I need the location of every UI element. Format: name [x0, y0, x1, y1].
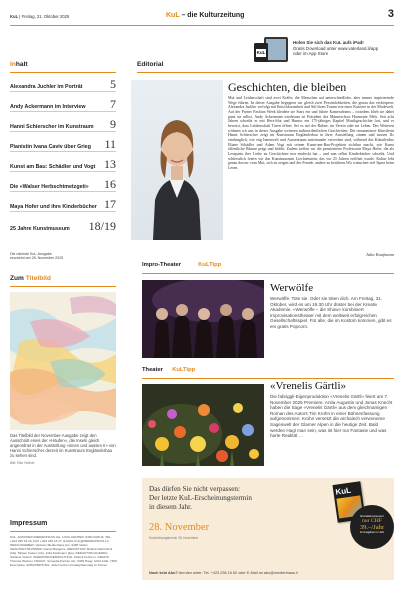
toc-item[interactable]: Hanni Schierscher im Kunstraum 9 — [10, 117, 116, 131]
ad-magazine-logo: KuL — [334, 485, 352, 497]
theater-body: Die fabriggli-Eigenproduktion «Vrenelis Gärtli» feiert am 7. November 2025 Premiere. Anita Augustin und Jonas Knecht haben die Sage «Vrenelis Gärtli» aus dem gleichnamigen Roman des Autors Tim Krohn in einer Bühnenfassung aufgenommen. Krohn versetzt die archaisch verwoneme Sagenwelt der Glarner Alpen in die heutige Zeit. Bald werden Hagl man sein, was ist hier nur Fantasie und was harte Realität … — [270, 394, 393, 439]
app-promo-text — [293, 40, 403, 57]
cover-heading: Zum Titelbild — [10, 275, 51, 282]
app-promo-line1: Gratis Download unter www.vaterland.li/app — [293, 45, 379, 51]
editorial-rule — [137, 72, 394, 73]
app-promo-line2: oder im App Store — [293, 51, 329, 56]
impro-photo — [142, 280, 264, 358]
theater-photo — [142, 384, 264, 466]
impro-label: Impro-Theater KuLTipp — [142, 262, 222, 268]
editorial-signature: Julia Kaufmann — [365, 252, 394, 257]
page-number: 3 — [387, 8, 394, 20]
next-issue-note: Die nächste KuL-Ausgabe erscheint am 28. November 2025 — [10, 252, 64, 261]
ipad-graphic — [254, 37, 288, 62]
header-brand: KuL — [10, 14, 19, 19]
impressum-rule — [10, 531, 116, 532]
theater-headline: «Vrenelis Gärtli» — [270, 380, 347, 392]
toc-heading: Inhalt — [10, 61, 28, 68]
editorial-label: Editorial — [137, 61, 164, 68]
impressum-text: KUL, ANSCHEIN MEDIENHAUS AG, LOVA-CENTER, 9490 VADUZ, TEL. +423 236 16 16, FAX +423 236 16 17, E-MAIL KUL@MEDIENHAUS.LI | HERAUSGEBER: Vaduzer Medienhaus AG, 9490 Vaduz, GESCHÄFTSFÜHRER: Daniel Bargetze. REDAKTION: Bettina Stahl-Frick (bfs), Mirjam Kaiser (mk), Julia Kaufmann (jka). REDAKTION AGENDA: Stefanie Vetsch. INSERATENVERWALTUNG: Patrick Fehrenn. GRAFIK: Thomas Wehner. DRUCK: Somedia Partner AG, 9469 Haag. AUFLAGE: 7500 Exemplare. ERSCHEINUNG: Jeden letzten Freitag/Samstag im Monat — [10, 535, 117, 567]
editorial-headline: Geschichten, die bleiben — [228, 80, 347, 94]
toc-item[interactable]: Andy Ackermann im Interview 7 — [10, 97, 116, 111]
header-title-text: – die Kulturzeitung — [181, 12, 245, 19]
header-rule — [10, 25, 394, 26]
werwoelfe-photo — [142, 280, 264, 358]
tablet-logo: KuL — [256, 50, 266, 55]
toc-item[interactable]: Die «Walser Herbschtmetzgeti» 16 — [10, 177, 116, 191]
vrenelis-gaertli-photo — [142, 384, 264, 466]
editorial-body: Mut und Leidenschaft sind zwei Kräfte, die Menschen auf unterschiedliche, aber immer inspirierende Wege führen. In dieser Ausgabe begegnen wir gleich zwei Persönlichkeiten, die genau das verkörpern: Alexandra Juchler verfolgt mit Entschlossenheit und Stil ihren Traum von einer Karriere in der Modewelt. Auf der Parner Fashion Week kleidete sie Stars ein und führte Kameraleams – trotzdem blieb sie dabei ganz sie selbst. Andy Ackermann wiederum ist Präsident des Männerchors Harmonie Mels. Seit acht Jahren schreibt er mit Herz-blut und Humor ein 175-jähriges Kapitel Musikgeschichte fort, und er beweist, dass Leidenschaft Türen öffnet. Sei es auf der Bühne, im Verein oder im Leben. Des Weiteren widmen wir uns in dieser Ausgabe weiteren außerordentlichen Geschichten: Die renommierte Künstlerin Hanni Schierscher zeigt im Kunstraum Engländerbau in ihrer Ausstellung «innen und aussen II» eindringlich, wie eng Innenwelt und Aussenraum miteinander verwoben sind, während das Künstlerduo Eliane Schädler und Adam Vogt mit seinen Kunst-am-Bau-Projekten sichtbar macht, wie Kunst öffentliche Räume prägt und belebt. Zudem treffen wir die pensionierte Professorin Maya Hofer, die als Leseparin ihre Liebe zu Geschichten neu entdeckt hat – und nun selbst Kinderbücher schreibt. Und schliesslich feiern wir das Kunstmuseum Liechtenstein, das vor 25 Jahren eröffnet wurde. Kultur lebt genau davon: vom Mut, sich zu zeigen und der Freude, andere zu berühren.Wir wünschen viel Spass beim Lesen. — [228, 96, 394, 170]
impressum-heading: Impressum — [10, 520, 48, 527]
app-promo-title: Holen Sie sich das KuL aufs iPad! — [293, 40, 364, 45]
impro-headline: Werwölfe — [270, 282, 314, 294]
toc-item[interactable]: 25 Jahre Kunstmuseum 18/19 — [10, 219, 116, 233]
ad-small-text: Erscheinungstermin 28. November — [149, 536, 199, 540]
toc-item[interactable]: Pianistin Ivana Caviv über Grieg 11 — [10, 137, 116, 151]
cover-image — [10, 292, 116, 430]
theater-rule — [142, 378, 394, 379]
portrait-photo — [131, 80, 223, 240]
impro-body: Werwölfe. Tote sie. Oder sie töten dich. Am Freitag, 31. Oktober, wird es um 19.30 Uhr düster bei der Kreativ Akademie. «Werwölfe – die Show» kombiniert Improvisationstheater mit dem weltweit erfolgreichen Gesellschaftsspiel. Für alle, die im Kostüm kommen, gibt es ein gratis Popcorn. — [270, 296, 392, 329]
toc-item[interactable]: Alexandra Juchler im Porträt 5 — [10, 77, 116, 91]
header-brand-date: KuL | Freitag, 31. Oktober 2025 — [10, 14, 70, 19]
ad-footer: Noch kein Abo? Anrufen unter: Tel. +423 236 16 62 oder E-Mail an abo@medienhaus.li — [149, 571, 298, 575]
impro-rule — [142, 273, 394, 274]
cover-rule — [10, 286, 116, 287]
header-title-brand: KuL — [166, 12, 180, 19]
theater-label: Theater KuLTipp — [142, 367, 196, 373]
cover-artwork — [10, 292, 116, 430]
cover-credit: Bild: Elke Hüttner — [10, 461, 35, 465]
ad-headline: Das dürfen Sie nicht verpassen: Der letzte KuL-Erscheinungstermin in diesem Jahr. — [149, 485, 252, 511]
header-title — [166, 12, 244, 19]
toc-item[interactable]: Kunst am Bau: Schädler und Vogt 13 — [10, 157, 116, 171]
header-date: Freitag, 31. Oktober 2025 — [21, 14, 70, 19]
editorial-portrait — [131, 80, 223, 240]
cover-caption: Das Titelbild der November-Ausgabe zeigt den Ausschnitt eines der «Häufen», die Inseln gleich angeordnet in der Ausstellung «innen und aussen II» von Hanni Schierscher derzeit im Kunstraum Engländerbau zu sehen sind. — [10, 433, 116, 459]
ad-price-badge: Einzelabonnement nur CHF 39.–/Jahr 12 Ausgaben im Jahr — [350, 505, 394, 549]
toc-rule — [10, 72, 116, 73]
ad-date: 28. November — [149, 522, 210, 533]
toc-item[interactable]: Maya Hofer und ihre Kinderbücher 17 — [10, 197, 116, 211]
